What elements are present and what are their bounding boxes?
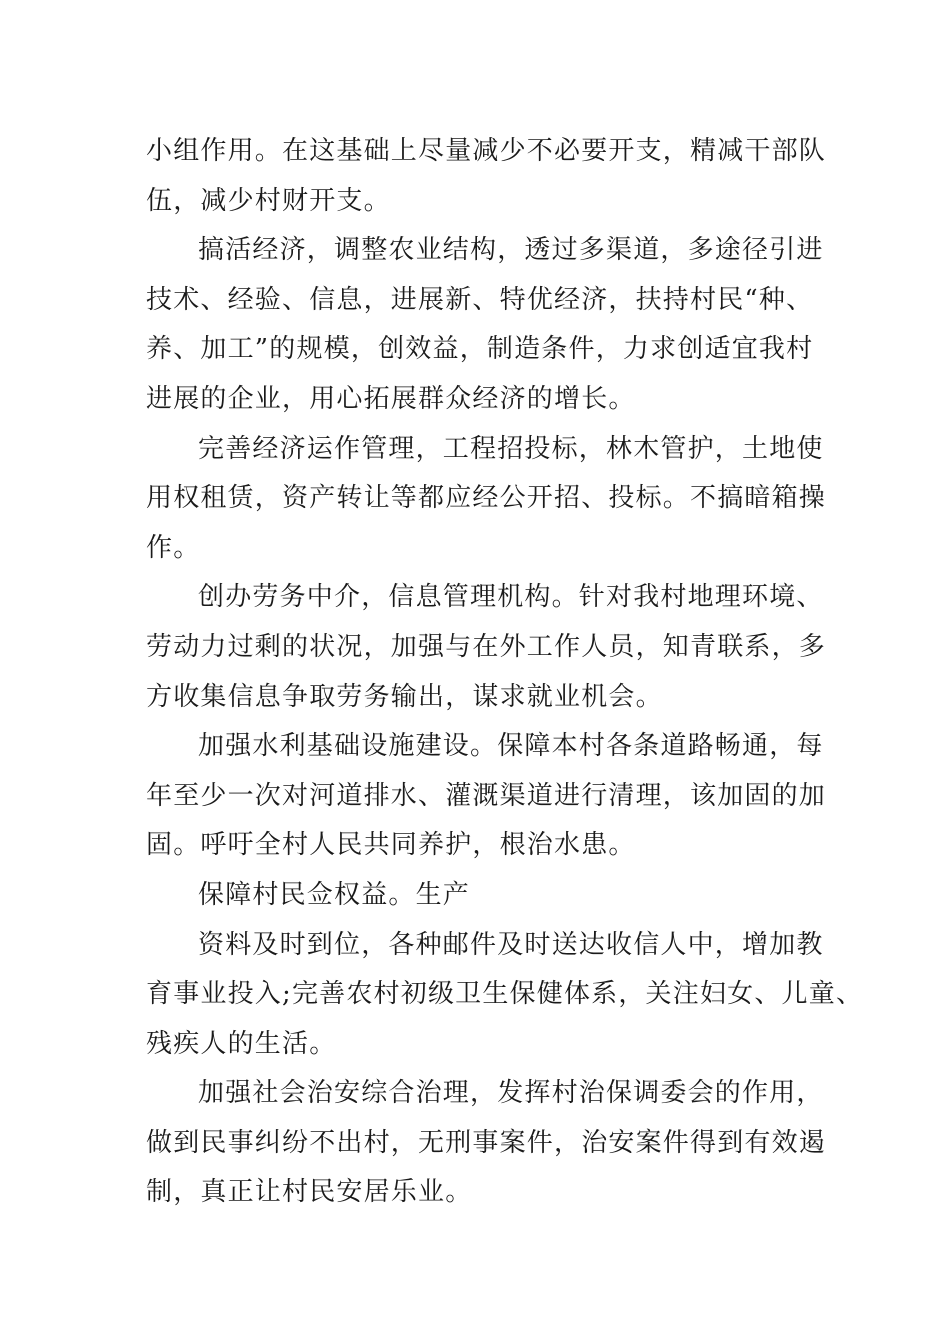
paragraph-start-line: 加强社会治安综合治理，发挥村治保调委会的作用，	[198, 1078, 824, 1109]
paragraph-start-line: 保障村民佥权益。生产	[198, 879, 471, 910]
text-line: 养、加工”的规模，创效益，制造条件，力求创适宜我村	[146, 334, 814, 365]
text-line: 方收集信息争取劳务输出，谋求就业机会。	[146, 681, 663, 712]
paragraph-start-line: 完善经济运作管理，工程招投标，林木管护，土地使	[198, 433, 824, 464]
text-line: 作。	[146, 532, 201, 563]
paragraph-start-line: 资料及时到位，各种邮件及时送达收信人中，增加教	[198, 929, 824, 960]
text-line: 技术、经验、信息，进展新、特优经济，扶持村民“种、	[146, 284, 814, 315]
text-line: 进展的企业，用心拓展群众经济的增长。	[146, 383, 636, 414]
paragraph-start-line: 搞活经济，调整农业结构，透过多渠道，多途径引进	[198, 235, 824, 266]
text-line: 伍，减少村财开支。	[146, 185, 391, 216]
text-line: 育事业投入;完善农村初级卫生保健体系，关注妇女、儿童、	[146, 979, 864, 1010]
text-line: 小组作用。在这基础上尽量减少不必要开支，精减干部队	[146, 136, 827, 166]
text-line: 残疾人的生活。	[146, 1028, 337, 1059]
document-body	[146, 127, 864, 1218]
paragraph-start-line: 创办劳务中介，信息管理机构。针对我村地理环境、	[198, 582, 824, 613]
text-line: 年至少一次对河道排水、灌溉渠道进行清理，该加固的加	[146, 780, 827, 811]
text-line: 做到民事纠纷不出村，无刑事案件，治安案件得到有效遏	[146, 1127, 827, 1158]
paragraph-start-line: 加强水利基础设施建设。保障本村各条道路畅通，每	[198, 731, 824, 762]
text-line: 固。呼吁全村人民共同养护，根治水患。	[146, 830, 636, 861]
text-line: 用权租赁，资产转让等都应经公开招、投标。不搞暗箱操	[146, 483, 827, 514]
text-line: 劳动力过剩的状况，加强与在外工作人员，知青联系，多	[146, 631, 827, 662]
text-line: 制，真正让村民安居乐业。	[146, 1177, 473, 1208]
